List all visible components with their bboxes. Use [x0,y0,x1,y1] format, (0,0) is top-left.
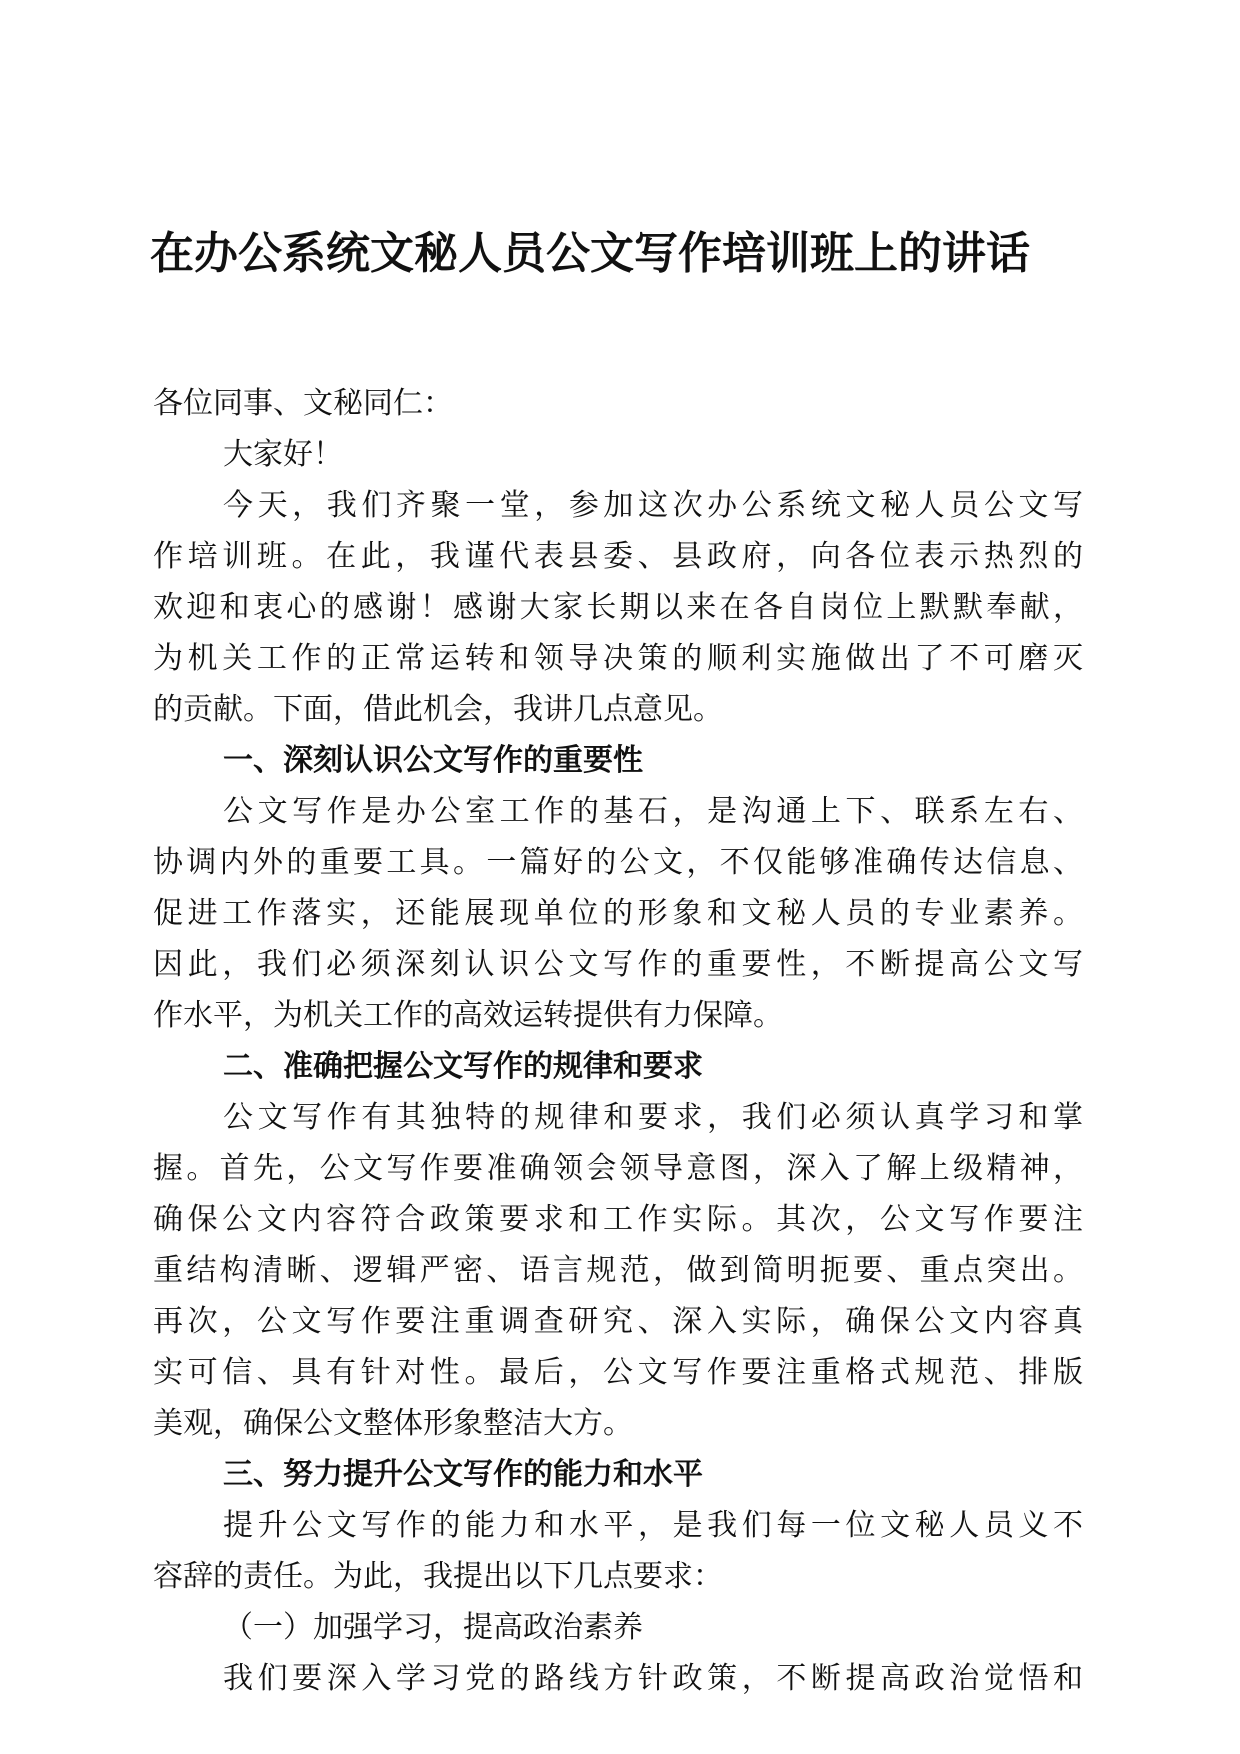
paragraph-line: 美观，确保公文整体形象整洁大方。 [153,1406,633,1441]
intro-paragraph [153,480,1083,735]
paragraph-line: 实可信、具有针对性。最后，公文写作要注重格式规范、排版 [153,1355,1083,1390]
section-heading-1: 一、深刻认识公文写作的重要性 [223,743,643,778]
document-title: 在办公系统文秘人员公文写作培训班上的讲话 [150,228,1030,279]
paragraph-line: 今天，我们齐聚一堂，参加这次办公系统文秘人员公文写 [223,488,1083,523]
paragraph-line: 作水平，为机关工作的高效运转提供有力保障。 [153,998,783,1033]
document-body [153,378,1083,1704]
paragraph-line: 为机关工作的正常运转和领导决策的顺利实施做出了不可磨灭 [153,641,1083,676]
paragraph-line: 公文写作有其独特的规律和要求，我们必须认真学习和掌 [223,1100,1083,1135]
salutation: 各位同事、文秘同仁： [153,386,453,421]
paragraph-line: 欢迎和衷心的感谢！感谢大家长期以来在各自岗位上默默奉献， [153,590,1083,625]
paragraph-line: 再次，公文写作要注重调查研究、深入实际，确保公文内容真 [153,1304,1083,1339]
paragraph-line: 促进工作落实，还能展现单位的形象和文秘人员的专业素养。 [153,896,1083,931]
paragraph-line: 提升公文写作的能力和水平，是我们每一位文秘人员义不 [223,1508,1083,1543]
paragraph-line: 的贡献。下面，借此机会，我讲几点意见。 [153,692,723,727]
paragraph-line: 重结构清晰、逻辑严密、语言规范，做到简明扼要、重点突出。 [153,1253,1083,1288]
paragraph-line: 作培训班。在此，我谨代表县委、县政府，向各位表示热烈的 [153,539,1083,574]
paragraph-line: 握。首先，公文写作要准确领会领导意图，深入了解上级精神， [153,1151,1083,1186]
paragraph-line: 容辞的责任。为此，我提出以下几点要求： [153,1559,723,1594]
paragraph-line: 我们要深入学习党的路线方针政策，不断提高政治觉悟和 [223,1661,1083,1696]
section3-paragraph [153,1500,1083,1602]
paragraph-line: 因此，我们必须深刻认识公文写作的重要性，不断提高公文写 [153,947,1083,982]
section1-paragraph [153,786,1083,1041]
subsection1-paragraph [153,1653,1083,1704]
section-heading-3: 三、努力提升公文写作的能力和水平 [223,1457,703,1492]
subsection-heading-1: （一）加强学习，提高政治素养 [223,1610,643,1645]
section2-paragraph [153,1092,1083,1449]
paragraph-line: 协调内外的重要工具。一篇好的公文，不仅能够准确传达信息、 [153,845,1083,880]
paragraph-line: 公文写作是办公室工作的基石，是沟通上下、联系左右、 [223,794,1083,829]
paragraph-line: 确保公文内容符合政策要求和工作实际。其次，公文写作要注 [153,1202,1083,1237]
greeting: 大家好！ [223,437,343,472]
section-heading-2: 二、准确把握公文写作的规律和要求 [223,1049,703,1084]
